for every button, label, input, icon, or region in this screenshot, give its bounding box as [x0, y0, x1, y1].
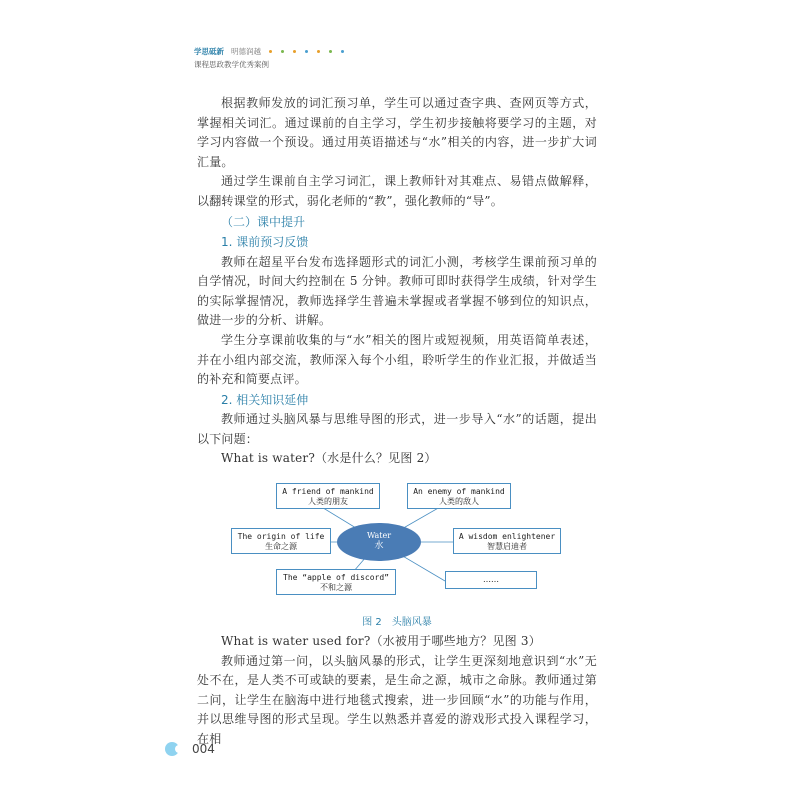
node-more: ……: [445, 571, 537, 589]
header-dot: [281, 50, 284, 53]
paragraph-4: 学生分享课前收集的与“水”相关的图片或短视频，用英语简单表述，并在小组内部交流，教师深入每个小组，聆听学生的作业汇报，并做适当的补充和简要点评。: [197, 332, 597, 387]
subheading-1: 1. 课前预习反馈: [221, 235, 309, 250]
header-dot: [317, 50, 320, 53]
node-origin: [231, 528, 331, 554]
node-wisdom-en: A wisdom enlightener: [458, 532, 556, 541]
node-discord-cn: 不和之源: [320, 583, 352, 592]
brainstorm-figure: [197, 475, 597, 607]
question-2: What is water used for?（水被用于哪些地方？见图 3）: [221, 634, 541, 648]
node-friend-cn: 人类的朋友: [308, 497, 348, 506]
node-friend-en: A friend of mankind: [282, 487, 374, 496]
page-body: [197, 94, 597, 750]
node-enemy-cn: 人类的敌人: [439, 497, 479, 506]
header-dot: [269, 50, 272, 53]
header-dots: [269, 50, 344, 53]
paragraph-1: 根据教师发放的词汇预习单，学生可以通过查字典、查网页等方式，掌握相关词汇。通过课前的自主学习，学生初步接触将要学习的主题，对学习内容做一个预设。通过用英语描述与“水”相关的内容，进一步扩大词汇量。: [197, 96, 597, 169]
header-dot: [329, 50, 332, 53]
header-dot: [341, 50, 344, 53]
node-discord: [276, 569, 396, 595]
node-origin-cn: 生命之源: [265, 542, 297, 551]
node-friend: [276, 483, 380, 509]
node-enemy-en: An enemy of mankind: [413, 487, 505, 496]
node-enemy: [407, 483, 511, 509]
paragraph-5: 教师通过头脑风暴与思维导图的形式，进一步导入“水”的话题，提出以下问题：: [197, 412, 597, 446]
subheading-2: 2. 相关知识延伸: [221, 392, 309, 407]
header-dot: [293, 50, 296, 53]
running-header: [194, 46, 344, 70]
node-wisdom: [453, 528, 561, 554]
question-1: What is water?（水是什么？见图 2）: [221, 451, 437, 466]
figure-caption: 图 2 头脑风暴: [362, 617, 432, 628]
header-dot: [305, 50, 308, 53]
section-heading: （二）课中提升: [221, 214, 306, 229]
center-node-water: [337, 523, 421, 561]
header-title-b: 明德润越: [231, 47, 261, 56]
center-node-cn: 水: [374, 541, 384, 551]
node-origin-en: The origin of life: [237, 532, 325, 541]
node-wisdom-cn: 智慧启迪者: [487, 542, 527, 551]
center-node-en: Water: [366, 531, 392, 540]
paragraph-2: 通过学生课前自主学习词汇，课上教师针对其难点、易错点做解释，以翻转课堂的形式，弱化老师的“教”，强化教师的“导”。: [197, 174, 597, 208]
paragraph-6: 教师通过第一问，以头脑风暴的形式，让学生更深刻地意识到“水”无处不在，是人类不可或缺的要素，是生命之源，城市之命脉。教师通过第二问，让学生在脑海中进行地毯式搜索，进一步回顾“水”的功能与作用，并以思维导图的形式呈现。学生以熟悉并喜爱的游戏形式投入课程学习，在相: [197, 653, 597, 746]
paragraph-3: 教师在超星平台发布选择题形式的词汇小测，考核学生课前预习单的自学情况，时间大约控制在 5 分钟。教师可即时获得学生成绩，针对学生的实际掌握情况，教师选择学生普遍未掌握或者掌握不够到位的知识点，做进一步的分析、讲解。: [197, 254, 597, 328]
node-discord-en: The “apple of discord”: [283, 573, 389, 582]
crescent-icon: [165, 742, 179, 756]
page-number: 004: [192, 742, 215, 756]
page-footer: [165, 742, 215, 756]
header-title-a: 学思砥新: [194, 47, 224, 56]
header-subtitle: 课程思政教学优秀案例: [194, 60, 269, 69]
